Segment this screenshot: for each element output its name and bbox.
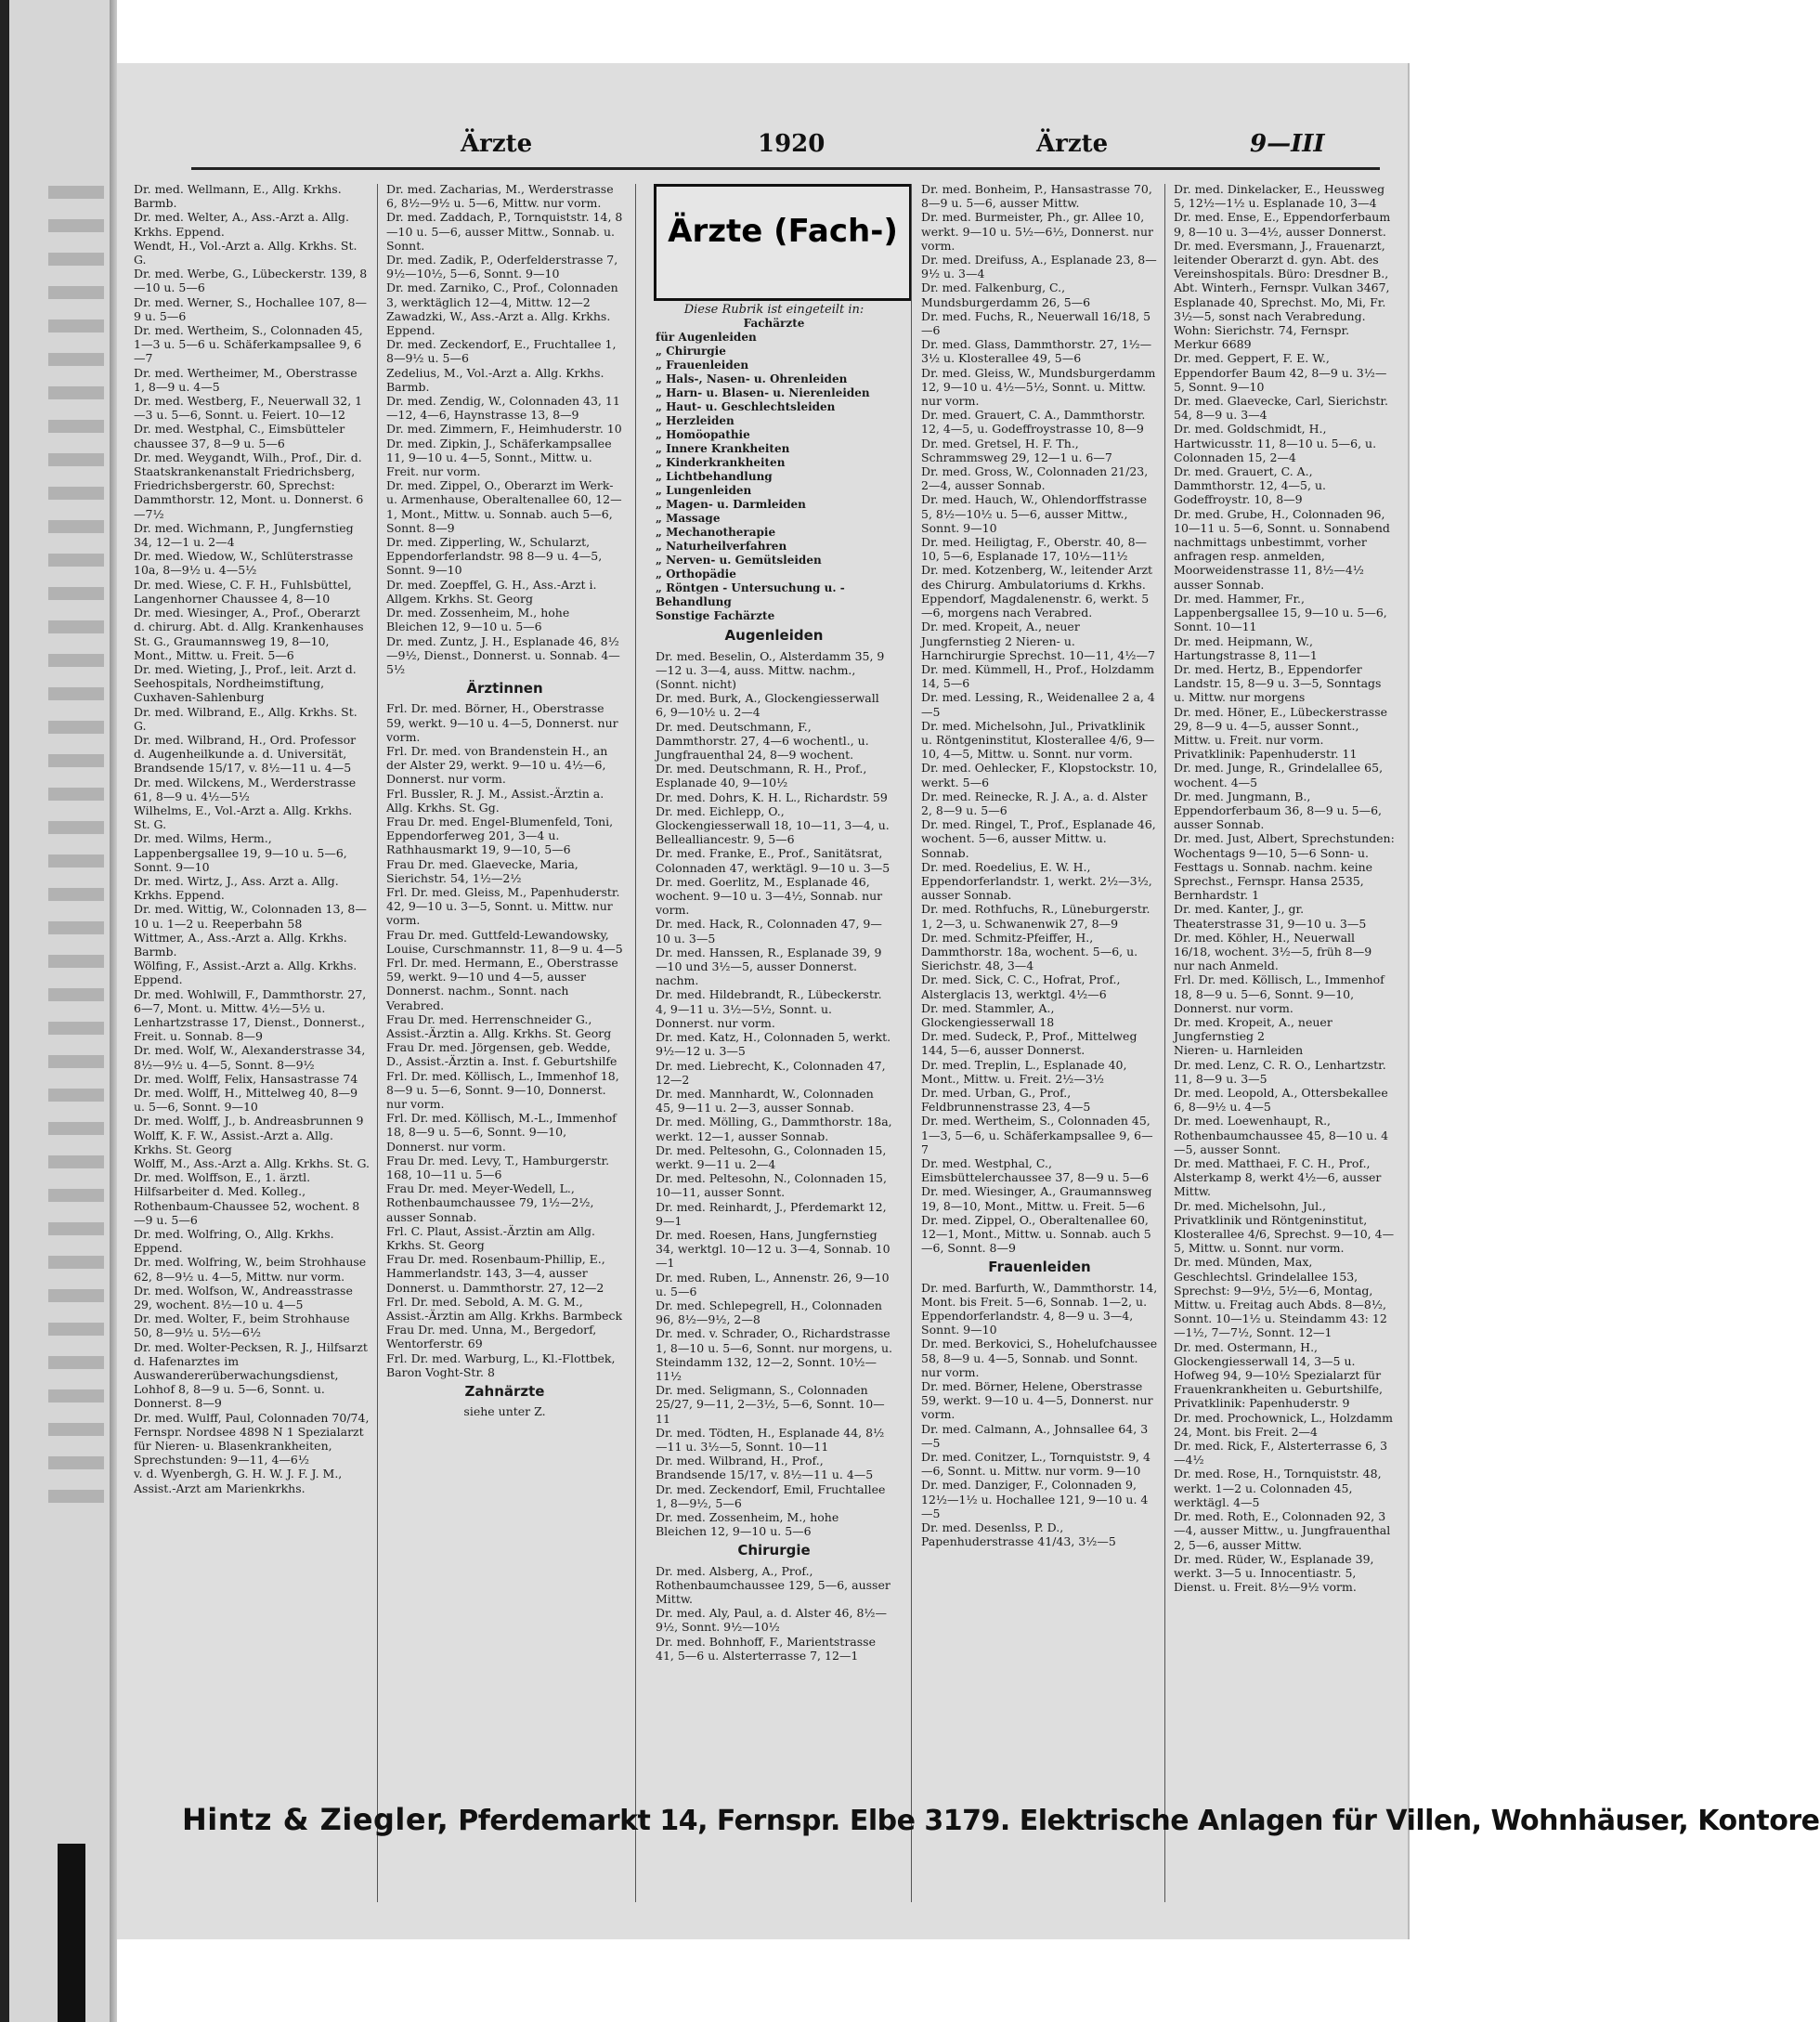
column-divider [911,184,912,1902]
directory-entry: Dr. med. Fuchs, R., Neuerwall 16/18, 5—6 [921,308,1151,338]
directory-entry: Dr. med. Reinhardt, J., Pferdemarkt 12, 9—1 [656,1199,887,1228]
directory-entry: Dr. med. Wertheim, S., Colonnaden 45, 1—3 u. 5—6 u. Schäferkampsallee 9, 6—7 [134,323,363,366]
column-divider [1164,184,1165,1902]
section-heading: Augenleiden [724,627,824,645]
category-item: „ Harn- u. Blasen- u. Nierenleiden [656,386,870,400]
directory-entry: Wölfing, F., Assist.-Arzt a. Allg. Krkhs. Eppend. [134,959,358,987]
directory-entry: Frl. Bussler, R. J. M., Assist.-Ärztin a. Allg. Krkhs. St. Gg. [386,786,604,815]
category-item: „ Magen- u. Darmleiden [656,498,806,512]
directory-entry: v. d. Wyenbergh, G. H. W. J. F. J. M., Assist.-Arzt am Marienkrkhs. [134,1467,343,1495]
binding-mark [58,1844,85,2022]
directory-entry: Dr. med. Kanter, J., gr. Theaterstrasse 31, 9—10 u. 3—5 [1174,902,1367,931]
category-item: „ Herzleiden [656,414,734,428]
category-item: „ Lungenleiden [656,484,752,498]
directory-entry: Wolff, M., Ass.-Arzt a. Allg. Krkhs. St. G. [134,1156,370,1171]
directory-entry: Dr. med. Welter, A., Ass.-Arzt a. Allg. Krkhs. Eppend. [134,210,349,239]
directory-entry: Frl. Dr. med. Gleiss, M., Papenhuderstr. 42, 9—10 u. 3—5, Sonnt. u. Mittw. nur vorm. [386,884,620,928]
directory-entry: Dr. med. Dohrs, K. H. L., Richardstr. 59 [656,789,888,804]
directory-entry: Dr. med. Dreifuss, A., Esplanade 23, 8—9½ u. 3—4 [921,253,1157,281]
directory-entry: Dr. med. Loewenhaupt, R., Rothenbaumchaussee 45, 8—10 u. 4—5, ausser Sonnt. [1174,1114,1389,1156]
directory-entry: Dr. med. Gross, W., Colonnaden 21/23, 2—4, ausser Sonnab. [921,464,1149,493]
category-list [656,331,892,623]
directory-entry: Dr. med. Deutschmann, F., Dammthorstr. 27, 4—6 wochentl., u. Jungfrauenthal 24, 8—9 wochent. [656,719,869,763]
directory-entry: Dr. med. Wolfson, W., Andreasstrasse 29, wochent. 8½—10 u. 4—5 [134,1283,353,1312]
directory-entry: Dr. med. Wittig, W., Colonnaden 13, 8—10 u. 1—2 u. Reeperbahn 58 [134,902,367,931]
directory-entry: Dr. med. Schlepegrell, H., Colonnaden 96, 8½—9½, 2—8 [656,1298,882,1327]
header-year: 1920 [758,130,826,158]
page-fold [110,0,117,2022]
directory-entry: Dr. med. Wellmann, E., Allg. Krkhs. Barmb. [134,182,342,211]
scan-edge [0,0,9,2022]
directory-entry: Dr. med. Grube, H., Colonnaden 96, 10—11 u. 5—6, Sonnt. u. Sonnabend nachmittags unbestimmt, vorher anfragen resp. anmelden, Moorweidenstrasse 11, 8½—4½ ausser Sonnab. [1174,506,1390,592]
section-reference: siehe unter Z. [463,1404,546,1419]
directory-entry: Dr. med. Ringel, T., Prof., Esplanade 46, wochent. 5—6, ausser Mittw. u. Sonnab. [921,817,1156,860]
directory-entry: Dr. med. Glass, Dammthorstr. 27, 1½—3½ u. Klosterallee 49, 5—6 [921,337,1152,366]
directory-entry: Dr. med. Wolffson, E., 1. ärztl. Hilfsarbeiter d. Med. Kolleg., Rothenbaum-Chaussee 52, wochent. 8—9 u. 5—6 [134,1170,360,1227]
directory-entry: Dr. med. Burmeister, Ph., gr. Allee 10, werkt. 9—10 u. 5½—6½, Donnerst. nur vorm. [921,210,1154,253]
directory-entry: Dr. med. Burk, A., Glockengiesserwall 6, 9—10½ u. 2—4 [656,691,879,720]
directory-entry: Dr. med. Zipperling, W., Schularzt, Eppendorferlandstr. 98 8—9 u. 4—5, Sonnt. 9—10 [386,535,603,578]
directory-entry: Frl. Dr. med. Köllisch, M.-L., Immenhof 18, 8—9 u. 5—6, Sonnt. 9—10, Donnerst. nur vorm. [386,1111,617,1154]
directory-entry: Wolff, K. F. W., Assist.-Arzt a. Allg. Krkhs. St. Georg [134,1128,333,1156]
category-item: „ Frauenleiden [656,359,749,372]
directory-entry: Dr. med. Wohlwill, F., Dammthorstr. 27, 6—7, Mont. u. Mittw. 4½—5½ u. Lenhartzstrasse 17, Dienst., Donnerst., Freit. u. Sonnab. 8—9 [134,986,367,1044]
directory-entry: Dr. med. Wolff, Felix, Hansastrasse 74 [134,1071,358,1086]
directory-entry: Dr. med. Hauch, W., Ohlendorffstrasse 5, 8½—10½ u. 5—6, ausser Mittw., Sonnt. 9—10 [921,492,1147,535]
category-item: „ Kinderkrankheiten [656,456,786,470]
directory-entry: Wittmer, A., Ass.-Arzt a. Allg. Krkhs. Barmb. [134,930,347,959]
directory-entry: Dr. med. Bohnhoff, F., Marientstrasse 41, 5—6 u. Alsterterrasse 7, 12—1 [656,1634,876,1663]
directory-entry: Dr. med. Wilbrand, H., Prof., Brandsende 15/17, v. 8½—11 u. 4—5 [656,1454,874,1482]
directory-entry: Frl. Dr. med. Köllisch, L., Immenhof 18, 8—9 u. 5—6, Sonnt. 9—10, Donnerst. nur vorm. [1174,972,1384,1015]
directory-entry: Frau Dr. med. Herrenschneider G., Assist.-Ärztin a. Allg. Krkhs. St. Georg [386,1011,612,1040]
directory-entry: Dr. med. Eversmann, J., Frauenarzt, leitender Oberarzt d. gyn. Abt. des Vereinshospitals. Büro: Dresdner B., Abt. Winterh., Fernspr. Vulkan 3467, Esplanade 40, Sprechst. Mo, Mi, Fr. 3½—5, sonst nach Verabredung. Wohn: Sierichstr. 74, Fernspr. Merkur 6689 [1174,238,1390,352]
directory-entry: Dr. med. Lessing, R., Weidenallee 2 a, 4—5 [921,690,1155,719]
column-divider [635,184,636,1902]
page-number: 9—III [1250,130,1325,158]
directory-entry: Dr. med. Ostermann, H., Glockengiesserwall 14, 3—5 u. Hofweg 94, 9—10½ Spezialarzt für Frauenkrankheiten u. Geburtshilfe, Privatklinik: Papenhuderstr. 9 [1174,1339,1384,1411]
directory-entry: Dr. med. Bonheim, P., Hansastrasse 70, 8—9 u. 5—6, ausser Mittw. [921,182,1152,211]
directory-entry: Dr. med. Hildebrandt, R., Lübeckerstr. 4, 9—11 u. 3½—5½, Sonnt. u. Donnerst. nur vorm. [656,987,882,1030]
category-item: „ Hals-, Nasen- u. Ohrenleiden [656,372,848,386]
directory-entry: Dr. med. Wolter-Pecksen, R. J., Hilfsarzt d. Hafenarztes im Auswandererüberwachungsdienst, Lohhof 8, 8—9 u. 5—6, Sonnt. u. Donnerst. 8—9 [134,1339,368,1411]
directory-entry: Dr. med. Roedelius, E. W. H., Eppendorferlandstr. 1, werkt. 2½—3½, ausser Sonnab. [921,859,1152,903]
column-4 [921,182,1158,1900]
directory-entry: Dr. med. Wertheimer, M., Oberstrasse 1, 8—9 u. 4—5 [134,365,358,394]
directory-entry: Dr. med. Höner, E., Lübeckerstrasse 29, 8—9 u. 4—5, ausser Sonnt., Mittw. u. Freit. nur vorm. Privatklinik: Papenhuderstr. 11 [1174,704,1388,762]
column-5 [1174,182,1395,1900]
directory-entry: Dr. med. Reinecke, R. J. A., a. d. Alster 2, 8—9 u. 5—6 [921,789,1148,817]
category-item: „ Nerven- u. Gemütsleiden [656,554,822,567]
directory-entry: Dr. med. Rose, H., Tornquiststr. 48, werkt. 1—2 u. Colonnaden 45, werktägl. 4—5 [1174,1467,1382,1509]
directory-entry: Zedelius, M., Vol.-Arzt a. Allg. Krkhs. Barmb. [386,365,604,394]
category-item: „ Lichtbehandlung [656,470,773,484]
directory-entry: Dr. med. Glaevecke, Carl, Sierichstr. 54, 8—9 u. 3—4 [1174,394,1388,423]
directory-entry: Dr. med. Conitzer, L., Tornquiststr. 9, 4—6, Sonnt. u. Mittw. nur vorm. 9—10 [921,1450,1150,1479]
box-title: Ärzte (Fach-) [668,213,898,250]
directory-entry: Dr. med. Zoepffel, G. H., Ass.-Arzt i. Allgem. Krkhs. St. Georg [386,577,597,606]
directory-entry: Dr. med. Gretsel, H. F. Th., Schrammsweg 29, 12—1 u. 6—7 [921,436,1112,464]
directory-entry: Dr. med. Zippel, O., Oberarzt im Werk- u. Armenhause, Oberaltenallee 60, 12—1, Mont., Mittw. u. Sonnab. auch 5—6, Sonnt. 8—9 [386,478,622,535]
directory-entry: Dr. med. Zippel, O., Oberaltenallee 60, 12—1, Mont., Mittw. u. Sonnab. auch 5—6, Sonnt. 8—9 [921,1212,1151,1256]
directory-entry: Dr. med. Barfurth, W., Dammthorstr. 14, Mont. bis Freit. 5—6, Sonnab. 1—2, u. Eppendorferlandstr. 4, 8—9 u. 3—4, Sonnt. 9—10 [921,1280,1158,1337]
directory-entry: Dr. med. Desenlss, P. D., Papenhuderstrasse 41/43, 3½—5 [921,1520,1116,1549]
directory-entry: Dr. med. Westphal, C., Eimsbüttelerchaussee 37, 8—9 u. 5—6 [921,1156,1150,1185]
directory-entry: Frl. Dr. med. von Brandenstein H., an der Alster 29, werkt. 9—10 u. 4½—6, Donnerst. nur vorm. [386,743,608,787]
directory-entry: Frl. Dr. med. Hermann, E., Oberstrasse 59, werkt. 9—10 und 4—5, ausser Donnerst. nachm., Sonnt. nach Verabred. [386,955,618,1012]
directory-entry: Dr. med. Zimmern, F., Heimhuderstr. 10 [386,422,622,437]
directory-entry: Dr. med. Wertheim, S., Colonnaden 45, 1—3, 5—6, u. Schäferkampsallee 9, 6—7 [921,1114,1153,1156]
category-item: Sonstige Fachärzte [656,609,775,623]
directory-entry: Frl. C. Plaut, Assist.-Ärztin am Allg. Krkhs. St. Georg [386,1223,595,1253]
directory-entry: Dr. med. Calmann, A., Johnsallee 64, 3—5 [921,1421,1149,1450]
directory-entry: Dr. med. Zipkin, J., Schäferkampsallee 11, 9—10 u. 4—5, Sonnt., Mittw. u. Freit. nur vorm. [386,436,612,479]
directory-entry: Dr. med. Sick, C. C., Hofrat, Prof., Alsterglacis 13, werktgl. 4½—6 [921,972,1121,1001]
directory-entry: Dr. med. Westberg, F., Neuerwall 32, 1—3 u. 5—6, Sonnt. u. Feiert. 10—12 [134,394,363,423]
directory-entry: Dr. med. Zeckendorf, E., Fruchtallee 1, 8—9½ u. 5—6 [386,337,617,366]
directory-entry: Dr. med. Wiesinger, A., Graumannsweg 19, 8—10, Mont., Mittw. u. Freit. 5—6 [921,1184,1152,1213]
directory-entry: Dr. med. Kropeit, A., neuer Jungfernstieg 2 Nieren- u. Harnchirurgie Sprechst. 10—11, 4½—7 [921,620,1155,662]
directory-entry: Dr. med. Grauert, C. A., Dammthorstr. 12, 4—5, u. Godeffroystrasse 10, 8—9 [921,408,1146,437]
directory-entry: Dr. med. Urban, G., Prof., Feldbrunnenstrasse 23, 4—5 [921,1086,1091,1115]
directory-entry: Dr. med. Hertz, B., Eppendorfer Landstr. 15, 8—9 u. 3—5, Sonntags u. Mittw. nur morgens [1174,661,1382,705]
directory-entry: Dr. med. Zendig, W., Colonnaden 43, 11—12, 4—6, Haynstrasse 13, 8—9 [386,394,620,423]
header-right-title: Ärzte [1036,130,1109,158]
directory-entry: Dr. med. Ruben, L., Annenstr. 26, 9—10 u. 5—6 [656,1270,890,1298]
column-1 [134,182,370,1900]
directory-entry: Dr. med. Mölling, G., Dammthorstr. 18a, werkt. 12—1, ausser Sonnab. [656,1115,892,1143]
column-2 [386,182,623,1900]
directory-entry: Dr. med. Wiedow, W., Schlüterstrasse 10a, 8—9½ u. 4—5½ [134,549,354,578]
header-rule [191,167,1380,170]
category-item: „ Haut- u. Geschlechtsleiden [656,400,836,414]
directory-entry: Frau Dr. med. Guttfeld-Lewandowsky, Louise, Curschmannstr. 11, 8—9 u. 4—5 [386,927,623,956]
directory-entry: Dr. med. Zuntz, J. H., Esplanade 46, 8½—9½, Dienst., Donnerst. u. Sonnab. 4—5½ [386,633,620,676]
directory-entry: Dr. med. Seligmann, S., Colonnaden 25/27, 9—11, 2—3½, 5—6, Sonnt. 10—11 [656,1383,885,1426]
directory-entry: Dr. med. Dinkelacker, E., Heussweg 5, 12½—1½ u. Esplanade 10, 3—4 [1174,182,1385,211]
directory-entry: Dr. med. Matthaei, F. C. H., Prof., Alsterkamp 8, werkt 4½—6, ausser Mittw. [1174,1156,1382,1199]
directory-entry: Dr. med. Jungmann, B., Eppendorferbaum 36, 8—9 u. 5—6, ausser Sonnab. [1174,789,1383,832]
directory-entry: Dr. med. Roth, E., Colonnaden 92, 3—4, ausser Mittw., u. Jungfrauenthal 2, 5—6, ausser Mittw. [1174,1509,1391,1552]
directory-page [117,63,1820,1939]
directory-entry: Dr. med. Wieting, J., Prof., leit. Arzt d. Seehospitals, Nordheimstiftung, Cuxhaven-Sahlenburg [134,661,357,705]
directory-entry: Dr. med. Danziger, F., Colonnaden 9, 12½—1½ u. Hochallee 121, 9—10 u. 4—5 [921,1478,1149,1520]
directory-entry: Frl. Dr. med. Sebold, A. M. G. M., Assist.-Ärztin am Allg. Krkhs. Barmbeck [386,1294,623,1324]
directory-entry: Dr. med. Wolter, F., beim Strohhause 50, 8—9½ u. 5½—6½ [134,1311,350,1340]
box-subtitle: Diese Rubrik ist eingeteilt in: [683,303,864,317]
directory-entry: Dr. med. Zaddach, P., Tornquiststr. 14, 8—10 u. 5—6, ausser Mittw., Sonnab. u. Sonnt. [386,210,623,253]
directory-entry: Dr. med. Zeckendorf, Emil, Fruchtallee 1, 8—9½, 5—6 [656,1481,886,1510]
directory-entry: Dr. med. Rüder, W., Esplanade 39, werkt. 3—5 u. Innocentiastr. 5, Dienst. u. Freit. 8½—9½ vorm. [1174,1551,1374,1595]
directory-entry: Dr. med. Sudeck, P., Prof., Mittelweg 144, 5—6, ausser Donnerst. [921,1029,1138,1058]
directory-entry: Dr. med. Wilckens, M., Werderstrasse 61, 8—9 u. 4½—5½ [134,775,357,803]
advertisement-banner [182,1802,1820,1843]
directory-entry: Nieren- u. Harnleiden [1174,1043,1304,1058]
directory-entry: Zawadzki, W., Ass.-Arzt a. Allg. Krkhs. Eppend. [386,308,611,338]
directory-entry: Dr. med. Hanssen, R., Esplanade 39, 9—10 und 3½—5, ausser Donnerst. nachm. [656,945,882,988]
category-item: „ Röntgen - Untersuchung u. -Behandlung [656,581,845,609]
directory-entry: Dr. med. Katz, H., Colonnaden 5, werkt. 9½—12 u. 3—5 [656,1030,891,1059]
category-item: „ Massage [656,512,721,526]
category-item: „ Homöopathie [656,428,750,442]
section-heading: Chirurgie [737,1542,811,1559]
directory-entry: Dr. med. Schmitz-Pfeiffer, H., Dammthorstr. 18a, wochent. 5—6, u. Sierichstr. 48, 3—4 [921,930,1138,973]
directory-entry: Dr. med. Börner, Helene, Oberstrasse 59, werkt. 9—10 u. 4—5, Donnerst. nur vorm. [921,1379,1153,1422]
directory-entry: Frau Dr. med. Rosenbaum-Phillip, E., Hammerlandstr. 143, 3—4, ausser Donnerst. u. Dammthorstr. 27, 12—2 [386,1252,605,1295]
directory-entry: Dr. med. Eichlepp, O., Glockengiesserwall 18, 10—11, 3—4, u. Bellealliancestr. 9, 5—6 [656,803,890,847]
page-header [117,130,1408,169]
directory-entry: Dr. med. Wirtz, J., Ass. Arzt a. Allg. Krkhs. Eppend. [134,873,339,903]
directory-entry: Dr. med. Wilbrand, E., Allg. Krkhs. St. G. [134,704,358,733]
directory-entry: Dr. med. Just, Albert, Sprechstunden: Wochentags 9—10, 5—6 Sonn- u. Festtags u. Sonnab. nachm. keine Sprechst., Fernspr. Hansa 2535, Bernhardstr. 1 [1174,831,1395,903]
directory-entry: Dr. med. Rick, F., Alsterterrasse 6, 3—4½ [1174,1439,1388,1468]
category-item: „ Chirurgie [656,345,726,359]
adjacent-page-strip [9,0,110,2022]
directory-entry: Dr. med. Wolfring, O., Allg. Krkhs. Eppend. [134,1227,334,1256]
directory-entry: Dr. med. Zossenheim, M., hohe Bleichen 12, 9—10 u. 5—6 [386,606,570,634]
directory-entry: Dr. med. Wiesinger, A., Prof., Oberarzt d. chirurg. Abt. d. Allg. Krankenhauses St. G., Graumannsweg 19, 8—10, Mont., Mittw. u. Freit. 5—6 [134,606,364,662]
directory-entry: Dr. med. Franke, E., Prof., Sanitätsrat, Colonnaden 47, werktägl. 9—10 u. 3—5 [656,846,890,875]
directory-entry: Dr. med. Goerlitz, M., Esplanade 46, wochent. 9—10 u. 3—4½, Sonnab. nur vorm. [656,874,883,918]
directory-entry: Dr. med. Mannhardt, W., Colonnaden 45, 9—11 u. 2—3, ausser Sonnab. [656,1086,874,1115]
directory-entry: Dr. med. Junge, R., Grindelallee 65, wochent. 4—5 [1174,761,1384,789]
directory-entry: Dr. med. Zossenheim, M., hohe Bleichen 12, 9—10 u. 5—6 [656,1510,839,1539]
directory-entry: Dr. med. Alsberg, A., Prof., Rothenbaumchaussee 129, 5—6, ausser Mittw. [656,1563,890,1607]
directory-entry: Dr. med. Wolff, H., Mittelweg 40, 8—9 u. 5—6, Sonnt. 9—10 [134,1086,358,1115]
column-3 [656,303,892,1900]
category-box [654,184,912,301]
directory-entry: Dr. med. Wiese, C. F. H., Fuhlsbüttel, Langenhorner Chaussee 4, 8—10 [134,577,352,606]
directory-entry: Dr. med. v. Schrader, O., Richardstrasse 1, 8—10 u. 5—6, Sonnt. nur morgens, u. Steindamm 132, 12—2, Sonnt. 10½—11½ [656,1326,892,1383]
directory-entry: Dr. med. Wichmann, P., Jungfernstieg 34, 12—1 u. 2—4 [134,520,354,550]
directory-entry: Dr. med. Westphal, C., Eimsbütteler chaussee 37, 8—9 u. 5—6 [134,422,345,450]
directory-entry: Dr. med. Grauert, C. A., Dammthorstr. 12, 4—5, u. Godeffroystr. 10, 8—9 [1174,464,1326,507]
directory-entry: Dr. med. Geppert, F. E. W., Eppendorfer Baum 42, 8—9 u. 3½—5, Sonnt. 9—10 [1174,351,1387,394]
directory-entry: Dr. med. Hammer, Fr., Lappenbergsallee 15, 9—10 u. 5—6, Sonnt. 10—11 [1174,591,1387,634]
directory-entry: Dr. med. Michelsohn, Jul., Privatklinik u. Röntgeninstitut, Klosterallee 4/6, 9—10, 4—5, Mittw. u. Sonnt. nur vorm. [921,718,1155,762]
directory-entry: Dr. med. Wilms, Herm., Lappenbergsallee 19, 9—10 u. 5—6, Sonnt. 9—10 [134,831,347,874]
directory-entry: Dr. med. Köhler, H., Neuerwall 16/18, wochent. 3½—5, früh 8—9 nur nach Anmeld. [1174,930,1372,973]
directory-entry: Dr. med. Falkenburg, C., Mundsburgerdamm 26, 5—6 [921,280,1091,309]
directory-entry: Dr. med. Rothfuchs, R., Lüneburgerstr. 1, 2—3, u. Schwanenwik 27, 8—9 [921,902,1150,931]
directory-entry: Dr. med. Wulff, Paul, Colonnaden 70/74, Fernspr. Nordsee 4898 N 1 Spezialarzt für Nieren- u. Blasenkrankheiten, Sprechstunden: 9—11, 4—6½ [134,1410,370,1468]
directory-entry: Dr. med. Kümmell, H., Prof., Holzdamm 14, 5—6 [921,661,1154,691]
directory-entry: Frau Dr. med. Engel-Blumenfeld, Toni, Eppendorferweg 201, 3—4 u. Rathhausmarkt 19, 9—10, 5—6 [386,814,614,857]
directory-entry: Frau Dr. med. Levy, T., Hamburgerstr. 168, 10—11 u. 5—6 [386,1153,610,1182]
directory-entry: Frl. Dr. med. Köllisch, L., Immenhof 18, 8—9 u. 5—6, Sonnt. 9—10, Donnerst. nur vorm. [386,1068,619,1111]
directory-entry: Dr. med. Münden, Max, Geschlechtsl. Grindelallee 153, Sprechst: 9—9½, 5½—6, Montag, Mittw. u. Freitag auch Abds. 8—8½, Sonnt. 10—1½ u. Steindamm 43: 12—1½, 7—7½, Sonnt. 12—1 [1174,1255,1387,1340]
directory-entry: Dr. med. Peltesohn, G., Colonnaden 15, werkt. 9—11 u. 2—4 [656,1142,887,1171]
directory-entry: Dr. med. Tödten, H., Esplanade 44, 8½—11 u. 3½—5, Sonnt. 10—11 [656,1425,885,1454]
directory-entry: Dr. med. Lenz, C. R. O., Lenhartzstr. 11, 8—9 u. 3—5 [1174,1057,1386,1086]
category-item: „ Mechanotherapie [656,526,776,540]
category-item: „ Innere Krankheiten [656,442,790,456]
directory-entry: Frau Dr. med. Glaevecke, Maria, Sierichstr. 54, 1½—2½ [386,856,578,885]
header-left-title: Ärzte [461,130,533,158]
directory-entry: Wendt, H., Vol.-Arzt a. Allg. Krkhs. St. G. [134,238,358,267]
directory-entry: Dr. med. Leopold, A., Ottersbekallee 6, 8—9½ u. 4—5 [1174,1086,1388,1115]
directory-entry: Dr. med. Peltesohn, N., Colonnaden 15, 10—11, ausser Sonnt. [656,1171,887,1200]
column-divider [377,184,378,1902]
directory-entry: Dr. med. Treplin, L., Esplanade 40, Mont., Mittw. u. Freit. 2½—3½ [921,1057,1127,1086]
directory-entry: Dr. med. Werner, S., Hochallee 107, 8—9 u. 5—6 [134,294,367,323]
directory-entry: Dr. med. Deutschmann, R. H., Prof., Esplanade 40, 9—10½ [656,762,867,790]
directory-entry: Dr. med. Gleiss, W., Mundsburgerdamm 12, 9—10 u. 4½—5½, Sonnt. u. Mittw. nur vorm. [921,365,1156,409]
directory-entry: Frl. Dr. med. Börner, H., Oberstrasse 59, werkt. 9—10 u. 4—5, Donnerst. nur vorm. [386,701,618,744]
directory-entry: Dr. med. Werbe, G., Lübeckerstr. 139, 8—10 u. 5—6 [134,267,368,295]
category-item: „ Naturheilverfahren [656,540,787,554]
directory-entry: Dr. med. Kotzenberg, W., leitender Arzt des Chirurg. Ambulatoriums d. Krkhs. Eppendorf, Magdalenenstr. 6, werkt. 5—6, morgens nach Verabred. [921,563,1153,620]
category-item: „ Orthopädie [656,567,736,581]
directory-entry: Dr. med. Wolfring, W., beim Strohhause 62, 8—9½ u. 4—5, Mittw. nur vorm. [134,1255,367,1284]
directory-entry: Wilhelms, E., Vol.-Arzt a. Allg. Krkhs. St. G. [134,802,353,832]
directory-entry: Dr. med. Berkovici, S., Hohelufchaussee 58, 8—9 u. 4—5, Sonnab. und Sonnt. nur vorm. [921,1337,1158,1379]
directory-entry: Dr. med. Goldschmidt, H., Hartwicusstr. 11, 8—10 u. 5—6, u. Colonnaden 15, 2—4 [1174,422,1377,464]
directory-entry: Dr. med. Liebrecht, K., Colonnaden 47, 12—2 [656,1058,886,1087]
directory-entry: Dr. med. Kropeit, A., neuer Jungfernstieg 2 [1174,1014,1332,1044]
directory-entry: Dr. med. Roesen, Hans, Jungfernstieg 34, werktgl. 10—12 u. 3—4, Sonnab. 10—1 [656,1227,890,1271]
advert-text: Pferdemarkt 14, Fernspr. Elbe 3179. Elektrische Anlagen für Villen, Wohnhäuser, Kontore [458,1805,1820,1837]
section-heading: Ärztinnen [466,680,543,698]
directory-entry: Dr. med. Zacharias, M., Werderstrasse 6, 8½—9½ u. 5—6, Mittw. nur vorm. [386,182,614,211]
directory-entry: Frau Dr. med. Jörgensen, geb. Wedde, D., Assist.-Ärztin a. Inst. f. Geburtshilfe [386,1040,618,1069]
directory-entry: Dr. med. Aly, Paul, a. d. Alster 46, 8½—9½, Sonnt. 9½—10½ [656,1606,888,1635]
directory-entry: Dr. med. Zarniko, C., Prof., Colonnaden 3, werktäglich 12—4, Mittw. 12—2 [386,280,618,309]
directory-entry: Frau Dr. med. Meyer-Wedell, L., Rothenbaumchaussee 79, 1½—2½, ausser Sonnab. [386,1181,594,1224]
section-heading: Zahnärzte [464,1383,545,1401]
directory-entry: Frl. Dr. med. Warburg, L., Kl.-Flottbek, Baron Voght-Str. 8 [386,1350,616,1379]
directory-entry: Dr. med. Stammler, A., Glockengiesserwall 18 [921,1000,1055,1029]
directory-entry: Dr. med. Wolff, J., b. Andreasbrunnen 9 [134,1114,364,1128]
directory-entry: Dr. med. Wolf, W., Alexanderstrasse 34, 8½—9½ u. 4—5, Sonnt. 8—9½ [134,1043,366,1072]
directory-entry: Dr. med. Prochownick, L., Holzdamm 24, Mont. bis Freit. 2—4 [1174,1410,1393,1439]
directory-entry: Dr. med. Oehlecker, F., Klopstockstr. 10, werkt. 5—6 [921,761,1158,789]
directory-entry: Dr. med. Heipmann, W., Hartungstrasse 8, 11—1 [1174,633,1318,662]
directory-entry: Dr. med. Zadik, P., Oderfelderstrasse 7, 9½—10½, 5—6, Sonnt. 9—10 [386,253,618,281]
advert-firm: Hintz & Ziegler, [182,1802,449,1837]
directory-entry: Dr. med. Beselin, O., Alsterdamm 35, 9—12 u. 3—4, auss. Mittw. nachm., (Sonnt. nicht) [656,648,885,692]
directory-entry: Dr. med. Ense, E., Eppendorferbaum 9, 8—10 u. 3—4½, ausser Donnerst. [1174,210,1391,239]
category-item: für Augenleiden [656,331,757,345]
directory-entry: Dr. med. Hack, R., Colonnaden 47, 9—10 u. 3—5 [656,917,882,946]
section-heading: Frauenleiden [988,1259,1091,1276]
directory-entry: Dr. med. Heiligtag, F., Oberstr. 40, 8—10, 5—6, Esplanade 17, 10½—11½ [921,535,1148,564]
directory-entry: Frau Dr. med. Unna, M., Bergedorf, Wentorferstr. 69 [386,1323,597,1351]
directory-entry: Dr. med. Weygandt, Wilh., Prof., Dir. d. Staatskrankenanstalt Friedrichsberg, Friedrichsbergerstr. 60, Sprechst: Dammthorstr. 12, Mont. u. Donnerst. 6—7½ [134,450,364,521]
box-fach-label: Fachärzte [743,317,805,331]
directory-entry: Dr. med. Michelsohn, Jul., Privatklinik und Röntgeninstitut, Klosterallee 4/6, Sprechst. 9—10, 4—5, Mittw. u. Sonnt. nur vorm. [1174,1198,1395,1256]
directory-entry: Dr. med. Wilbrand, H., Ord. Professor d. Augenheilkunde a. d. Universität, Brandsende 15/17, v. 8½—11 u. 4—5 [134,732,357,776]
